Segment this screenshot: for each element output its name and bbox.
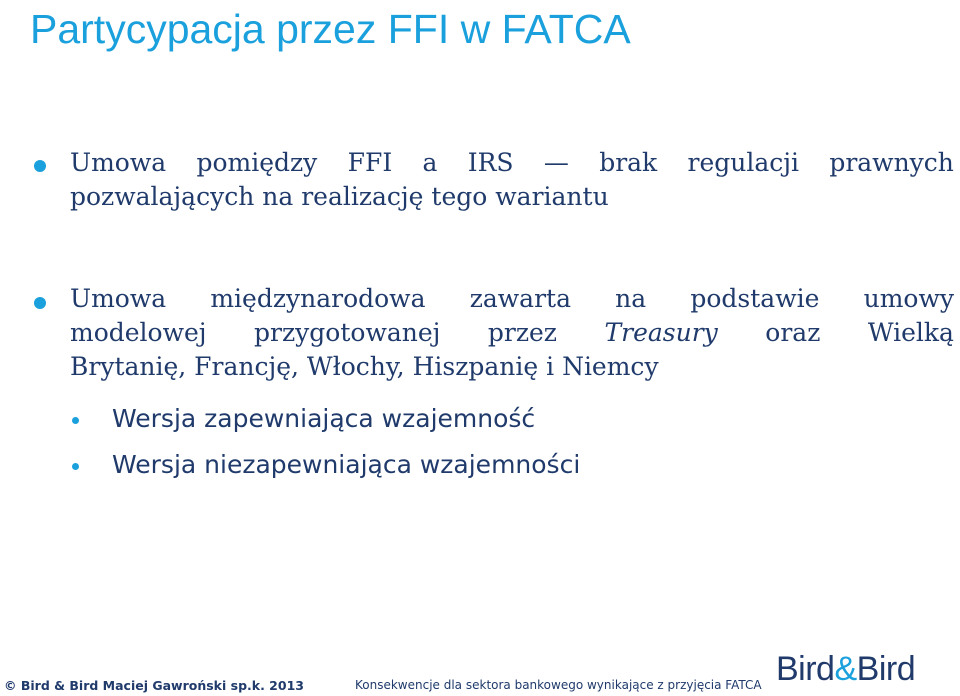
bullet-text (70, 146, 954, 214)
logo-word: Bird (776, 650, 835, 688)
word: przygotowanej (254, 318, 441, 347)
sub-bullet-dot (72, 463, 79, 470)
bird-and-bird-logo (776, 650, 915, 689)
word: na (615, 284, 647, 313)
word: umowy (863, 284, 954, 313)
slide-title: Partycypacja przez FFI w FATCA (30, 6, 631, 52)
bullet-line (70, 146, 954, 180)
word: prawnych (829, 148, 954, 177)
word: Umowa (70, 284, 167, 313)
logo-ampersand: & (834, 650, 857, 688)
word: Umowa (70, 148, 167, 177)
word: przez (487, 318, 557, 347)
bullet-text (70, 282, 954, 384)
bullet-item-ffi-irs (34, 146, 954, 226)
sub-bullet-text: Wersja zapewniająca wzajemność (112, 404, 536, 433)
sub-bullet-text: Wersja niezapewniająca wzajemności (112, 450, 581, 479)
word: oraz (765, 318, 821, 347)
word: a (422, 148, 438, 177)
word: zawarta (469, 284, 571, 313)
footer-copyright: © Bird & Bird Maciej Gawroński sp.k. 2013 (4, 678, 304, 693)
word: brak (599, 148, 658, 177)
bullet-line (70, 316, 954, 350)
word: podstawie (690, 284, 820, 313)
word: regulacji (687, 148, 800, 177)
bullet-dot (34, 297, 46, 309)
bullet-item-international-agreement (34, 282, 954, 392)
slide-footer (0, 642, 960, 696)
word: pomiędzy (196, 148, 318, 177)
footer-subtitle: Konsekwencje dla sektora bankowego wynikające z przyjęcia FATCA (355, 678, 762, 692)
word: modelowej (70, 318, 207, 347)
word: międzynarodowa (210, 284, 426, 313)
word: Wielką (867, 318, 954, 347)
bullet-dot (34, 160, 46, 172)
bullet-line (70, 282, 954, 316)
word: FFI (347, 148, 393, 177)
bullet-line: pozwalających na realizację tego wariantu (70, 182, 609, 211)
word: IRS (467, 148, 514, 177)
em-dash: — (543, 148, 569, 177)
word-treasury: Treasury (604, 318, 718, 347)
bullet-line: Brytanię, Francję, Włochy, Hiszpanię i Niemcy (70, 352, 659, 381)
logo-word: Bird (856, 650, 916, 688)
sub-bullet-dot (72, 417, 79, 424)
